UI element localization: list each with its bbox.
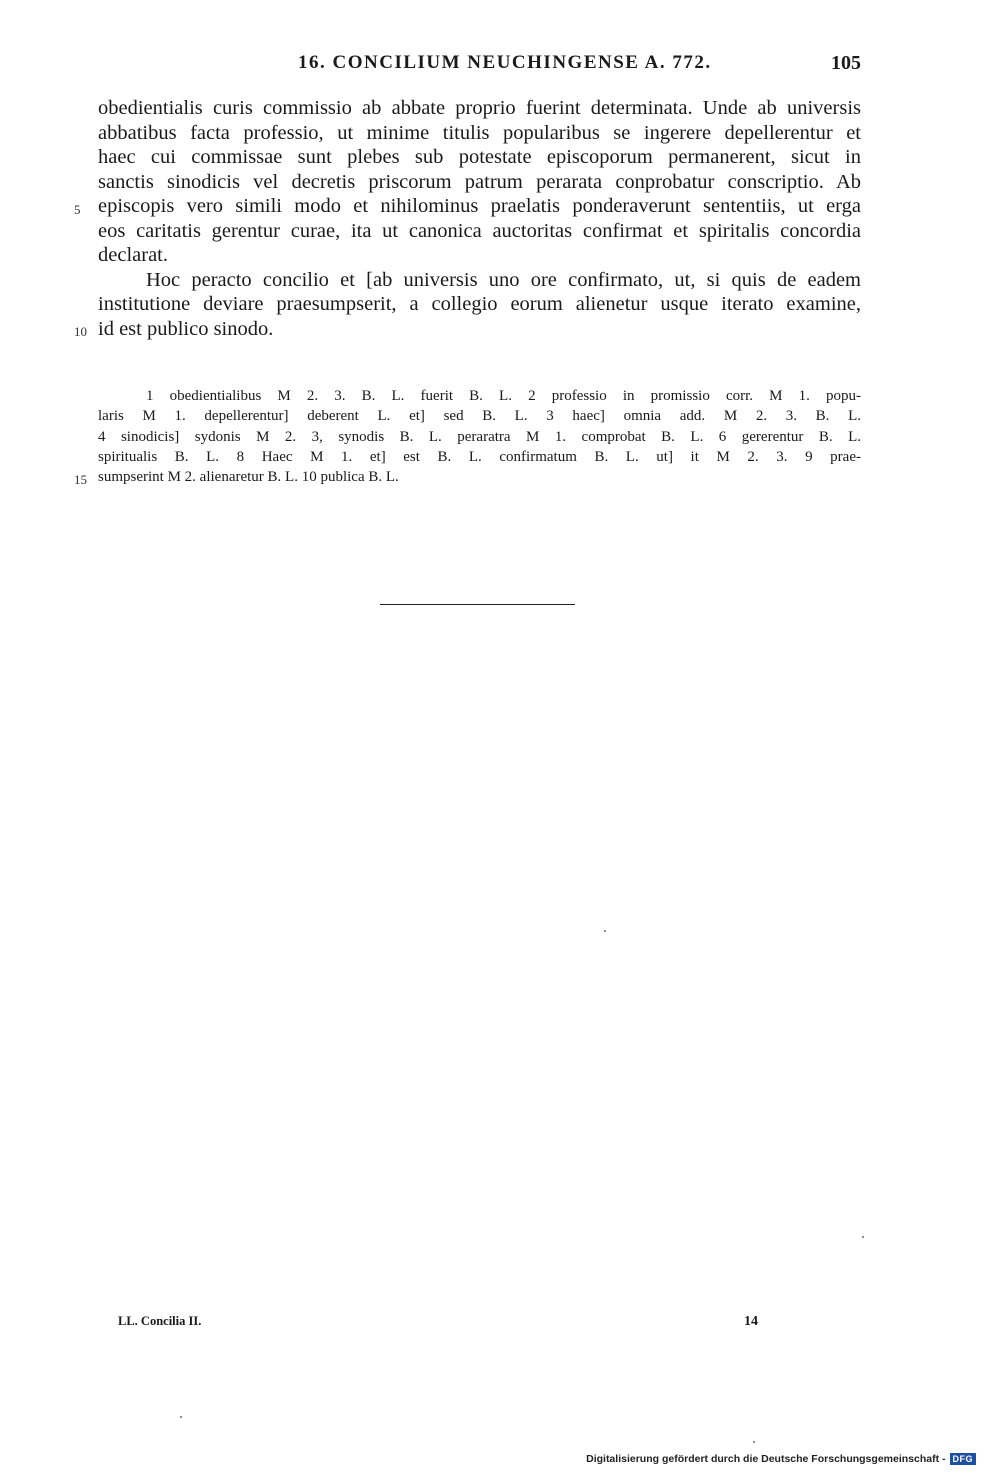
- scan-speck: [604, 930, 606, 932]
- main-text: [98, 96, 861, 341]
- text-line: episcopis vero simili modo et nihilominus praelatis ponderaverunt sententiis, ut erga: [98, 195, 861, 217]
- text-line: obedientialis curis commissio ab abbate proprio fuerint determinata. Unde ab universis: [98, 97, 861, 119]
- page-number: 105: [831, 52, 861, 74]
- credit-text: Digitalisierung gefördert durch die Deutsche Forschungsgemeinschaft -: [586, 1453, 946, 1465]
- text-line: abbatibus facta professio, ut minime titulis popularibus se ingerere depellerentur et: [98, 121, 861, 144]
- line-number-10: 10: [74, 324, 87, 339]
- signature-number: 14: [744, 1314, 758, 1329]
- line-number-15: 15: [74, 472, 87, 487]
- dfg-logo-icon: DFG: [950, 1453, 977, 1465]
- digitization-credit: [586, 1453, 976, 1465]
- section-divider: [380, 604, 575, 605]
- apparatus-line: 1 obedientialibus M 2. 3. B. L. fuerit B. L. 2 professio in promissio corr. M 1. popu-: [146, 388, 861, 404]
- page-header: [98, 52, 861, 78]
- line-number-5: 5: [74, 202, 81, 217]
- running-head: 16. CONCILIUM NEUCHINGENSE A. 772.: [298, 52, 712, 73]
- text-line: institutione deviare praesumpserit, a collegio eorum alienetur usque iterato examine,: [98, 293, 861, 315]
- apparatus-line: spiritualis B. L. 8 Haec M 1. et] est B. L. confirmatum B. L. ut] it M 2. 3. 9 prae-: [98, 448, 861, 465]
- scan-speck: [753, 1441, 755, 1443]
- apparatus-line: sumpserint M 2. alienaretur B. L. 10 publica B. L.: [98, 469, 399, 486]
- scan-speck: [862, 1236, 864, 1238]
- text-line: declarat.: [98, 244, 168, 266]
- volume-label: LL. Concilia II.: [118, 1314, 202, 1328]
- text-line: haec cui commissae sunt plebes sub potestate episcoporum permanerent, sicut in: [98, 146, 861, 168]
- text-line: id est publico sinodo.: [98, 317, 274, 340]
- scan-speck: [180, 1416, 182, 1418]
- apparatus-line: 4 sinodicis] sydonis M 2. 3, synodis B. L. peraratra M 1. comprobat B. L. 6 gererentur B. L.: [98, 428, 861, 445]
- apparatus-line: laris M 1. depellerentur] deberent L. et] sed B. L. 3 haec] omnia add. M 2. 3. B. L.: [98, 408, 861, 425]
- critical-apparatus: [98, 386, 861, 487]
- text-line: eos caritatis gerentur curae, ita ut canonica auctoritas confirmat et spiritalis concordia: [98, 219, 861, 242]
- text-line: sanctis sinodicis vel decretis priscorum patrum perarata conprobatur conscriptio. Ab: [98, 170, 861, 193]
- text-line: Hoc peracto concilio et [ab universis uno ore confirmato, ut, si quis de eadem: [146, 268, 861, 291]
